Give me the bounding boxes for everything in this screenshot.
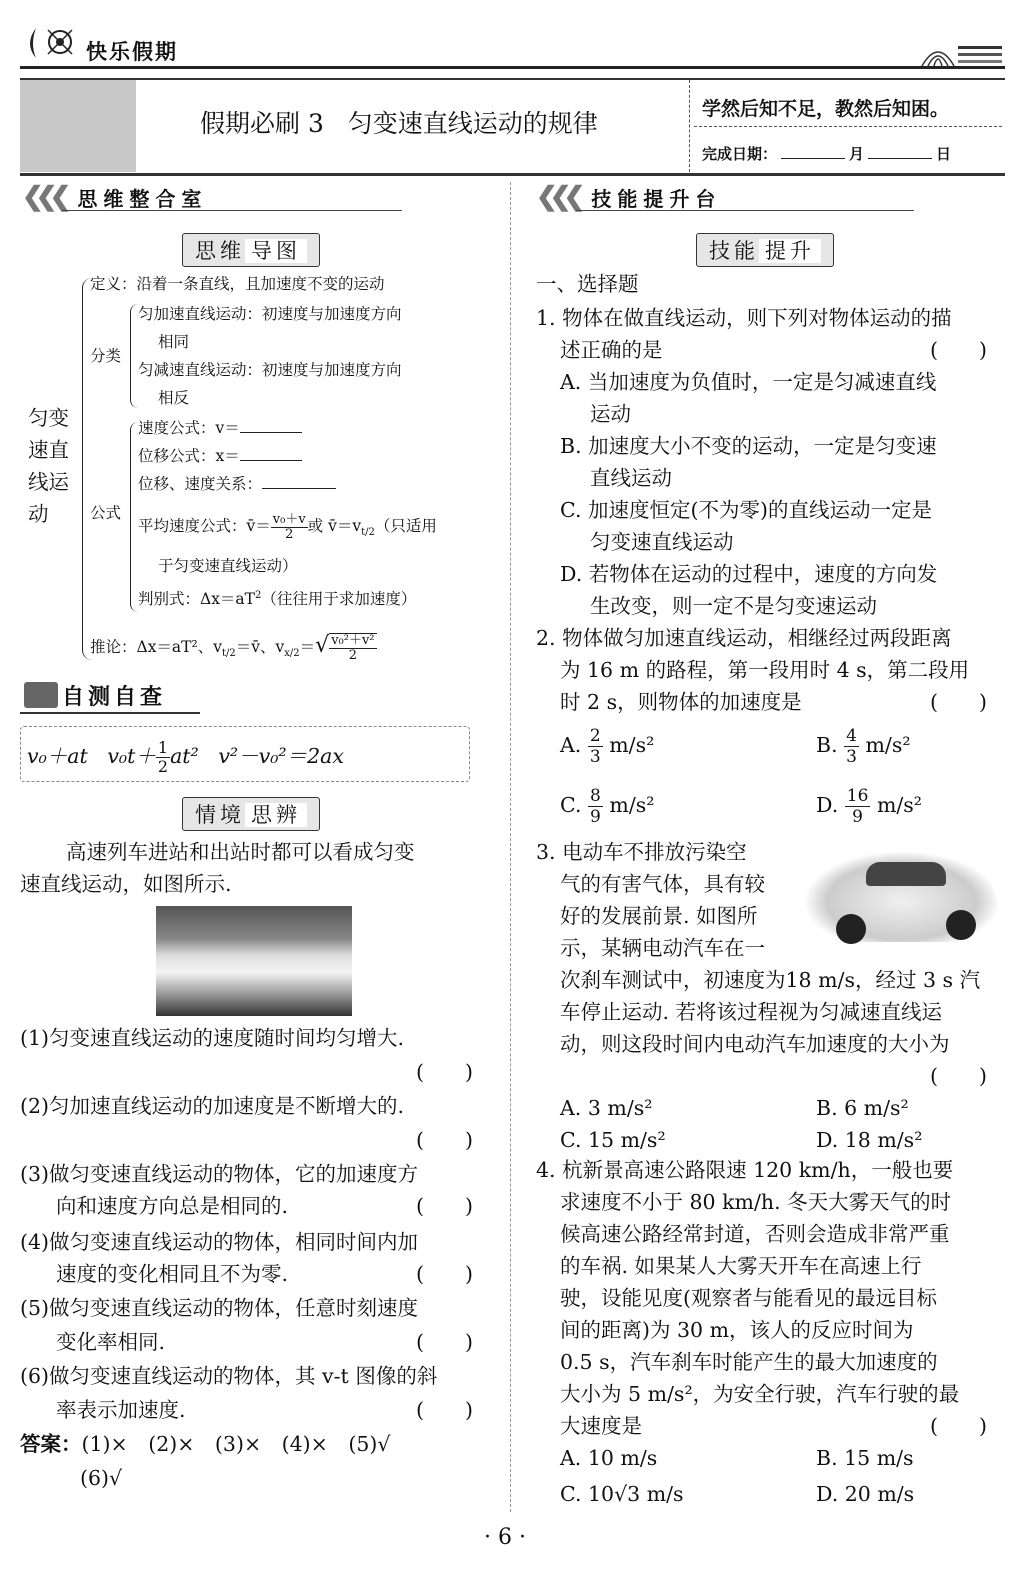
formula-velocity-displacement: 位移、速度关系： xyxy=(138,470,336,498)
option-c[interactable]: C. $\frac{8}{9}$ m/s² xyxy=(560,786,655,827)
judge-item: (4)做匀变速直线运动的物体，相同时间内加 xyxy=(20,1230,419,1254)
question-3: 车停止运动. 若将该过程视为匀减速直线运 xyxy=(560,1000,943,1024)
option-a: 运动 xyxy=(590,402,631,426)
option-a[interactable]: A. 当加速度为负值时，一定是匀减速直线 xyxy=(560,370,937,394)
answer-paren[interactable]: ( ) xyxy=(930,690,987,714)
mindmap-classify-item: 匀减速直线运动：初速度与加速度方向 xyxy=(138,361,402,379)
mindmap xyxy=(20,270,490,670)
option-b: 直线运动 xyxy=(590,466,672,490)
column-divider xyxy=(510,182,511,1512)
answer-paren[interactable]: ( ) xyxy=(416,1128,473,1152)
answer-key: 答案：(1)× (2)× (3)× (4)× (5)√ xyxy=(20,1432,391,1456)
question-2: 时 2 s，则物体的加速度是 xyxy=(560,690,802,714)
answer-paren[interactable]: ( ) xyxy=(416,1194,473,1218)
question-2: 为 16 m 的路程，第一段用时 4 s，第二段用 xyxy=(560,658,970,682)
mindmap-tag: 思维 导图 xyxy=(182,233,320,267)
question-3: 示，某辆电动汽车在一 xyxy=(560,936,765,960)
page-number: · 6 · xyxy=(484,1525,526,1550)
answer-paren[interactable]: ( ) xyxy=(930,1414,987,1438)
banner-gray-block xyxy=(20,80,136,172)
section-header-skills: ❮❮❮ 技能提升台 xyxy=(536,182,914,212)
judge-item: 率表示加速度. xyxy=(56,1398,186,1422)
mindmap-root: 匀变 速直 线运 动 xyxy=(28,406,69,526)
chalkboard-icon xyxy=(24,682,58,708)
option-d[interactable]: D. $\frac{16}{9}$ m/s² xyxy=(816,786,923,827)
judge-item: (3)做匀变速直线运动的物体，它的加速度方 xyxy=(20,1162,419,1186)
answer-key-line2: (6)√ xyxy=(80,1466,123,1490)
option-a[interactable]: A. 3 m/s² xyxy=(560,1096,653,1120)
motto: 学然后知不足，教然后知困。 xyxy=(702,98,950,120)
question-3: 气的有害气体，具有较 xyxy=(560,872,765,896)
question-3: 3. 电动车不排放污染空 xyxy=(536,840,747,864)
option-b[interactable]: B. 6 m/s² xyxy=(816,1096,909,1120)
scene-text: 高速列车进站和出站时都可以看成匀变 xyxy=(66,840,415,864)
selftest-answer-box xyxy=(20,726,470,782)
judge-item: 变化率相同. xyxy=(56,1330,166,1354)
question-3: 好的发展前景. 如图所 xyxy=(560,904,758,928)
option-d: 生改变，则一定不是匀变速运动 xyxy=(590,594,877,618)
mindmap-definition: 定义：沿着一条直线，且加速度不变的运动 xyxy=(90,275,385,293)
judge-item: (1)匀变速直线运动的速度随时间均匀增大. xyxy=(20,1026,405,1050)
option-d[interactable]: D. 若物体在运动的过程中，速度的方向发 xyxy=(560,562,938,586)
formula-average-velocity: 平均速度公式：v̄＝ $\frac{\text{v₀＋v}}{2}$ 或 $v̄=v_{t/2}$（只适用 xyxy=(138,511,437,542)
chevron-decoration-icon: ❮❮❮ xyxy=(22,182,64,212)
option-c[interactable]: C. 15 m/s² xyxy=(560,1128,666,1152)
answer-paren[interactable]: ( ) xyxy=(416,1398,473,1422)
judge-item: (6)做匀变速直线运动的物体，其 v-t 图像的斜 xyxy=(20,1364,438,1388)
option-b[interactable]: B. $\frac{4}{3}$ m/s² xyxy=(816,726,911,767)
judge-item: 向和速度方向总是相同的. xyxy=(56,1194,289,1218)
option-a[interactable]: A. $\frac{2}{3}$ m/s² xyxy=(560,726,655,767)
question-4: 0.5 s，汽车刹车时能产生的最大加速度的 xyxy=(560,1350,938,1374)
mindmap-inference: 推论：Δx＝aT²、$v_{t/2}=v̄$、$v_{x/2}=√$ $\frac{\text{v₀²＋v²}}{2}$ xyxy=(90,633,375,663)
question-4: 求速度不小于 80 km/h. 冬天大雾天气的时 xyxy=(560,1190,952,1214)
option-b[interactable]: B. 加速度大小不变的运动，一定是匀变速 xyxy=(560,434,937,458)
answer-paren[interactable]: ( ) xyxy=(416,1060,473,1084)
answer-paren[interactable]: ( ) xyxy=(416,1262,473,1286)
answer-paren[interactable]: ( ) xyxy=(930,338,987,362)
formula-note: 于匀变速直线运动） xyxy=(158,557,298,575)
formula-discriminant: 判别式：$\Delta x=aT^2$（往往用于求加速度） xyxy=(138,590,417,609)
logo-icon xyxy=(22,22,82,66)
question-4: 的车祸. 如果某人大雾天开车在高速上行 xyxy=(560,1254,922,1278)
chevron-decoration-icon: ❮❮❮ xyxy=(536,182,578,212)
judge-item: (2)匀加速直线运动的加速度是不断增大的. xyxy=(20,1094,405,1118)
answer-paren[interactable]: ( ) xyxy=(930,1064,987,1088)
option-d[interactable]: D. 18 m/s² xyxy=(816,1128,923,1152)
option-c: 匀变速直线运动 xyxy=(590,530,734,554)
question-4: 间的距离)为 30 m，该人的反应时间为 xyxy=(560,1318,914,1342)
question-4: 候高速公路经常封道，否则会造成非常严重 xyxy=(560,1222,950,1246)
judge-item: 速度的变化相同且不为零. xyxy=(56,1262,289,1286)
option-c[interactable]: C. 加速度恒定(不为零)的直线运动一定是 xyxy=(560,498,932,522)
option-a[interactable]: A. 10 m/s xyxy=(560,1446,658,1470)
flower-decoration-icon xyxy=(918,38,1002,66)
section-header-thinking: ❮❮❮ 思维整合室 xyxy=(22,182,402,212)
question-3: 次刹车测试中，初速度为18 m/s，经过 3 s 汽 xyxy=(560,968,981,992)
formula-displacement: 位移公式：x＝ xyxy=(138,442,302,470)
question-1: 1. 物体在做直线运动，则下列对物体运动的描 xyxy=(536,306,952,330)
scene-text: 速直线运动，如图所示. xyxy=(20,872,232,896)
mindmap-formula-label: 公式 xyxy=(90,504,122,522)
option-c[interactable]: C. 10√3 m/s xyxy=(560,1482,684,1506)
header-rule xyxy=(20,66,1005,69)
part-title: 一、选择题 xyxy=(536,272,639,296)
question-4: 大小为 5 m/s²，为安全行驶，汽车行驶的最 xyxy=(560,1382,960,1406)
electric-car-image xyxy=(806,852,998,942)
question-1: 述正确的是 xyxy=(560,338,663,362)
high-speed-train-image xyxy=(156,906,352,1016)
motto-divider xyxy=(694,126,1002,127)
mindmap-classify-item: 相同 xyxy=(158,333,190,351)
question-4: 4. 杭新景高速公路限速 120 km/h，一般也要 xyxy=(536,1158,954,1182)
answer-paren[interactable]: ( ) xyxy=(416,1330,473,1354)
option-d[interactable]: D. 20 m/s xyxy=(816,1482,915,1506)
option-b[interactable]: B. 15 m/s xyxy=(816,1446,914,1470)
month-field[interactable] xyxy=(781,145,845,159)
scene-tag: 情境 思辨 xyxy=(182,797,320,831)
question-3: 动，则这段时间内电动汽车加速度的大小为 xyxy=(560,1032,950,1056)
skill-tag: 技能 提升 xyxy=(696,233,834,267)
brand-title: 快乐假期 xyxy=(86,40,178,64)
completion-date: 完成日期： 月 日 xyxy=(702,145,952,163)
day-field[interactable] xyxy=(868,145,932,159)
question-4: 驶，设能见度(观察者与能看见的最远目标 xyxy=(560,1286,937,1310)
question-2: 2. 物体做匀加速直线运动，相继经过两段距离 xyxy=(536,626,952,650)
selftest-header: 自测自查 xyxy=(20,680,480,716)
mindmap-classify-item: 匀加速直线运动：初速度与加速度方向 xyxy=(138,305,402,323)
mindmap-classify-item: 相反 xyxy=(158,389,190,407)
formula-velocity: 速度公式：v＝ xyxy=(138,414,302,442)
page-title: 假期必刷 3 匀变速直线运动的规律 xyxy=(200,109,598,138)
banner-divider xyxy=(689,80,690,172)
mindmap-classify-label: 分类 xyxy=(90,347,122,365)
question-4: 大速度是 xyxy=(560,1414,642,1438)
selftest-answers: v₀＋at v₀t＋ $\frac{1}{2}$ at² v²－v₀²＝2ax xyxy=(27,738,344,776)
judge-item: (5)做匀变速直线运动的物体，任意时刻速度 xyxy=(20,1296,419,1320)
